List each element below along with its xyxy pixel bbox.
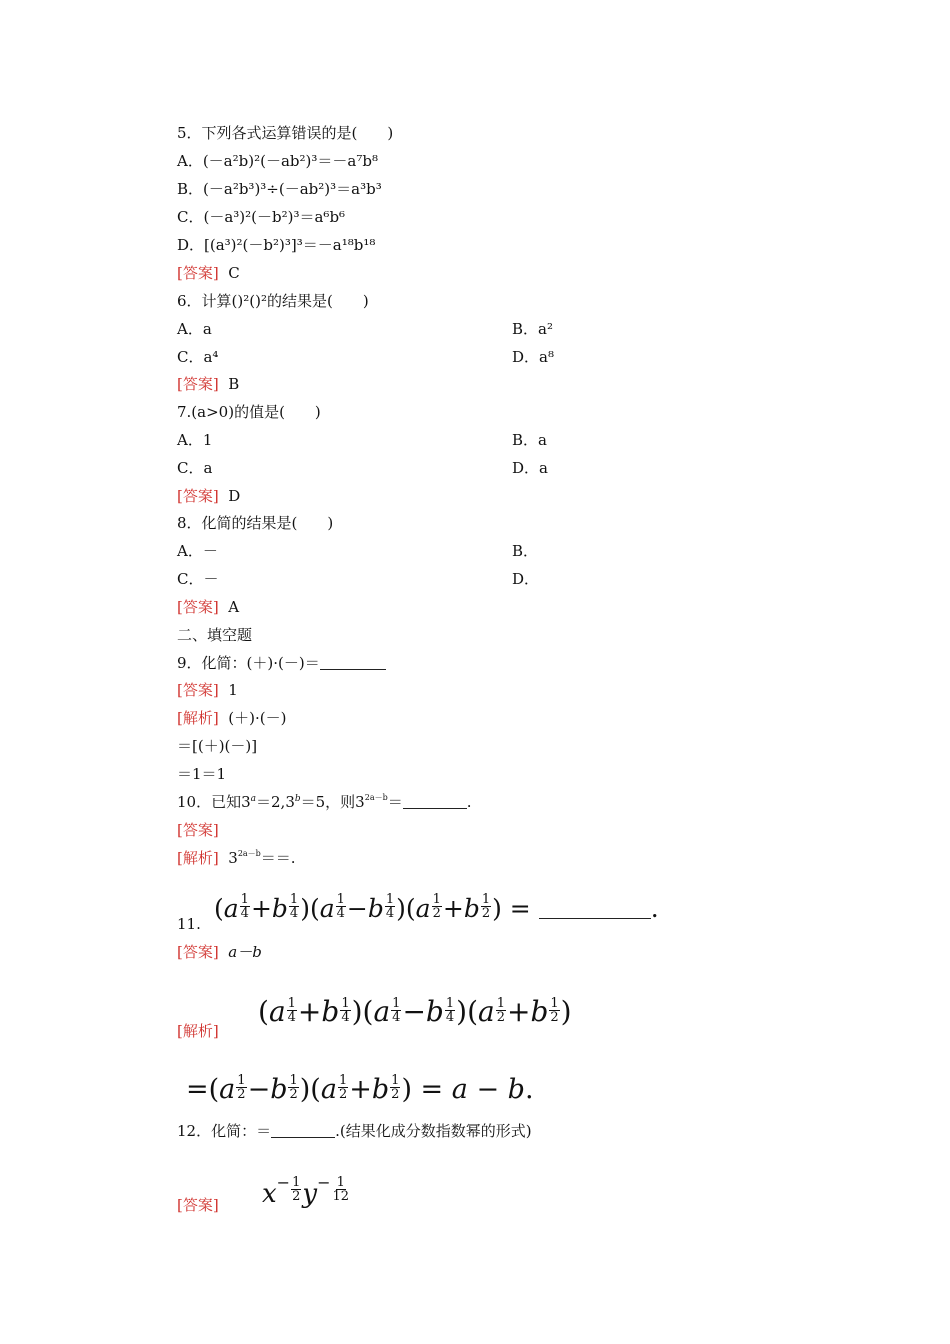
q9-analysis-step-3: ＝1＝1 — [177, 765, 227, 783]
answer-value: B — [228, 375, 240, 393]
q10-analysis — [177, 848, 296, 868]
q8-option-d: D． — [512, 570, 540, 588]
q6-option-b: B．a² — [512, 320, 553, 338]
answer-value: a－b — [228, 943, 262, 961]
answer-value: C — [228, 264, 240, 282]
q10-text-1: 10．已知3 — [177, 793, 251, 811]
q6-answer — [177, 374, 239, 394]
q8-option-a: A．－ — [177, 542, 218, 560]
analysis-tag: [解析] — [177, 849, 219, 867]
analysis-exponent: 2a－b — [237, 849, 261, 858]
q10-answer — [177, 820, 219, 840]
q7-option-c: C．a — [177, 459, 213, 477]
exponent-b: b — [294, 794, 301, 804]
answer-blank — [403, 794, 467, 809]
q10-text-3: ＝5，则3 — [300, 793, 365, 811]
q7-option-a: A．1 — [177, 431, 213, 449]
q10-text-4: ＝ — [387, 793, 403, 811]
q7-option-b: B．a — [512, 431, 547, 449]
answer-blank — [320, 655, 386, 670]
q6-option-a: A．a — [177, 320, 212, 338]
q5-option-a: A．(－a²b)²(－ab²)³＝－a⁷b⁸ — [177, 152, 378, 170]
q11-analysis-result: =(a $\frac{1}{2}$ −b $\frac{1}{2}$ )(a $\frac{1}{2}$ +b $\frac{1}{2}$ ) = a − b. — [186, 1073, 534, 1105]
analysis-text: ＝＝. — [260, 849, 296, 867]
q8-stem: 8．化简的结果是( ) — [177, 514, 334, 532]
answer-blank — [539, 894, 651, 919]
q10-stem: 10．已知$3^a=2,3^b=5$，则$3^{2a-b}=$ . — [177, 793, 472, 811]
q7-option-d: D．a — [512, 459, 548, 477]
answer-tag: [答案] — [177, 598, 219, 616]
q9-analysis-step-2: ＝[(＋)(－)] — [177, 737, 258, 755]
q12-stem-note: .(结果化成分数指数幂的形式) — [335, 1122, 532, 1140]
q12-answer — [177, 1195, 219, 1215]
q9-stem — [177, 653, 386, 673]
q11-answer — [177, 942, 262, 962]
q8-option-b: B． — [512, 542, 539, 560]
answer-tag: [答案] — [177, 487, 219, 505]
q9-analysis — [177, 708, 286, 728]
q5-answer — [177, 263, 240, 283]
q5-option-b: B．(－a²b³)³÷(－ab²)³＝a³b³ — [177, 180, 382, 198]
answer-blank — [271, 1123, 335, 1138]
q6-stem: 6．计算()²()²的结果是( ) — [177, 292, 369, 310]
answer-value: A — [228, 598, 240, 616]
answer-value: 1 — [228, 681, 238, 699]
analysis-base: 3 — [228, 849, 238, 867]
section-title: 二、填空题 — [177, 626, 253, 644]
q11-number: 11. — [177, 915, 201, 933]
analysis-step-1: (＋)·(－) — [228, 709, 287, 727]
q8-answer — [177, 597, 239, 617]
q9-stem-text: 9．化简：(＋)·(－)＝ — [177, 654, 320, 672]
answer-tag: [答案] — [177, 821, 219, 839]
exponent-a: a — [250, 794, 257, 804]
q8-option-c: C．－ — [177, 570, 219, 588]
q11-expression: (a $\frac{1}{4}$ +b $\frac{1}{4}$ )(a $\frac{1}{4}$ −b $\frac{1}{4}$ )(a $\frac{1}{2}$ +b $\frac{1}{2}$ ) = . — [214, 892, 659, 923]
q5-option-d: D．[(a³)²(－b²)³]³＝－a¹⁸b¹⁸ — [177, 236, 376, 254]
answer-tag: [答案] — [177, 1196, 219, 1214]
analysis-tag: [解析] — [177, 709, 219, 727]
q6-option-d: D．a⁸ — [512, 348, 554, 366]
exponent-2a-b: 2a－b — [364, 793, 388, 802]
q11-analysis-tag: [解析] — [177, 1022, 219, 1040]
answer-tag: [答案] — [177, 681, 219, 699]
q12-answer-expression: x− $\frac{1}{2}$ y− $\frac{1}{12}$ — [262, 1173, 350, 1209]
answer-tag: [答案] — [177, 264, 219, 282]
q6-option-c: C．a⁴ — [177, 348, 219, 366]
q12-stem-text: 12．化简：＝ — [177, 1122, 272, 1140]
q12-stem — [177, 1121, 532, 1141]
q5-stem: 5．下列各式运算错误的是( ) — [177, 124, 394, 142]
q7-answer — [177, 486, 240, 506]
q7-stem: 7.(a>0)的值是( ) — [177, 403, 321, 421]
q11-analysis-expression: (a $\frac{1}{4}$ +b $\frac{1}{4}$ )(a $\frac{1}{4}$ −b $\frac{1}{4}$ )(a $\frac{1}{2}$ +b $\frac{1}{2}$ ) — [258, 995, 572, 1028]
answer-tag: [答案] — [177, 943, 219, 961]
q10-text-2: ＝2,3 — [256, 793, 295, 811]
q9-answer — [177, 680, 238, 700]
answer-value: D — [228, 487, 241, 505]
q5-option-c: C．(－a³)²(－b²)³＝a⁶b⁶ — [177, 208, 346, 226]
answer-tag: [答案] — [177, 375, 219, 393]
